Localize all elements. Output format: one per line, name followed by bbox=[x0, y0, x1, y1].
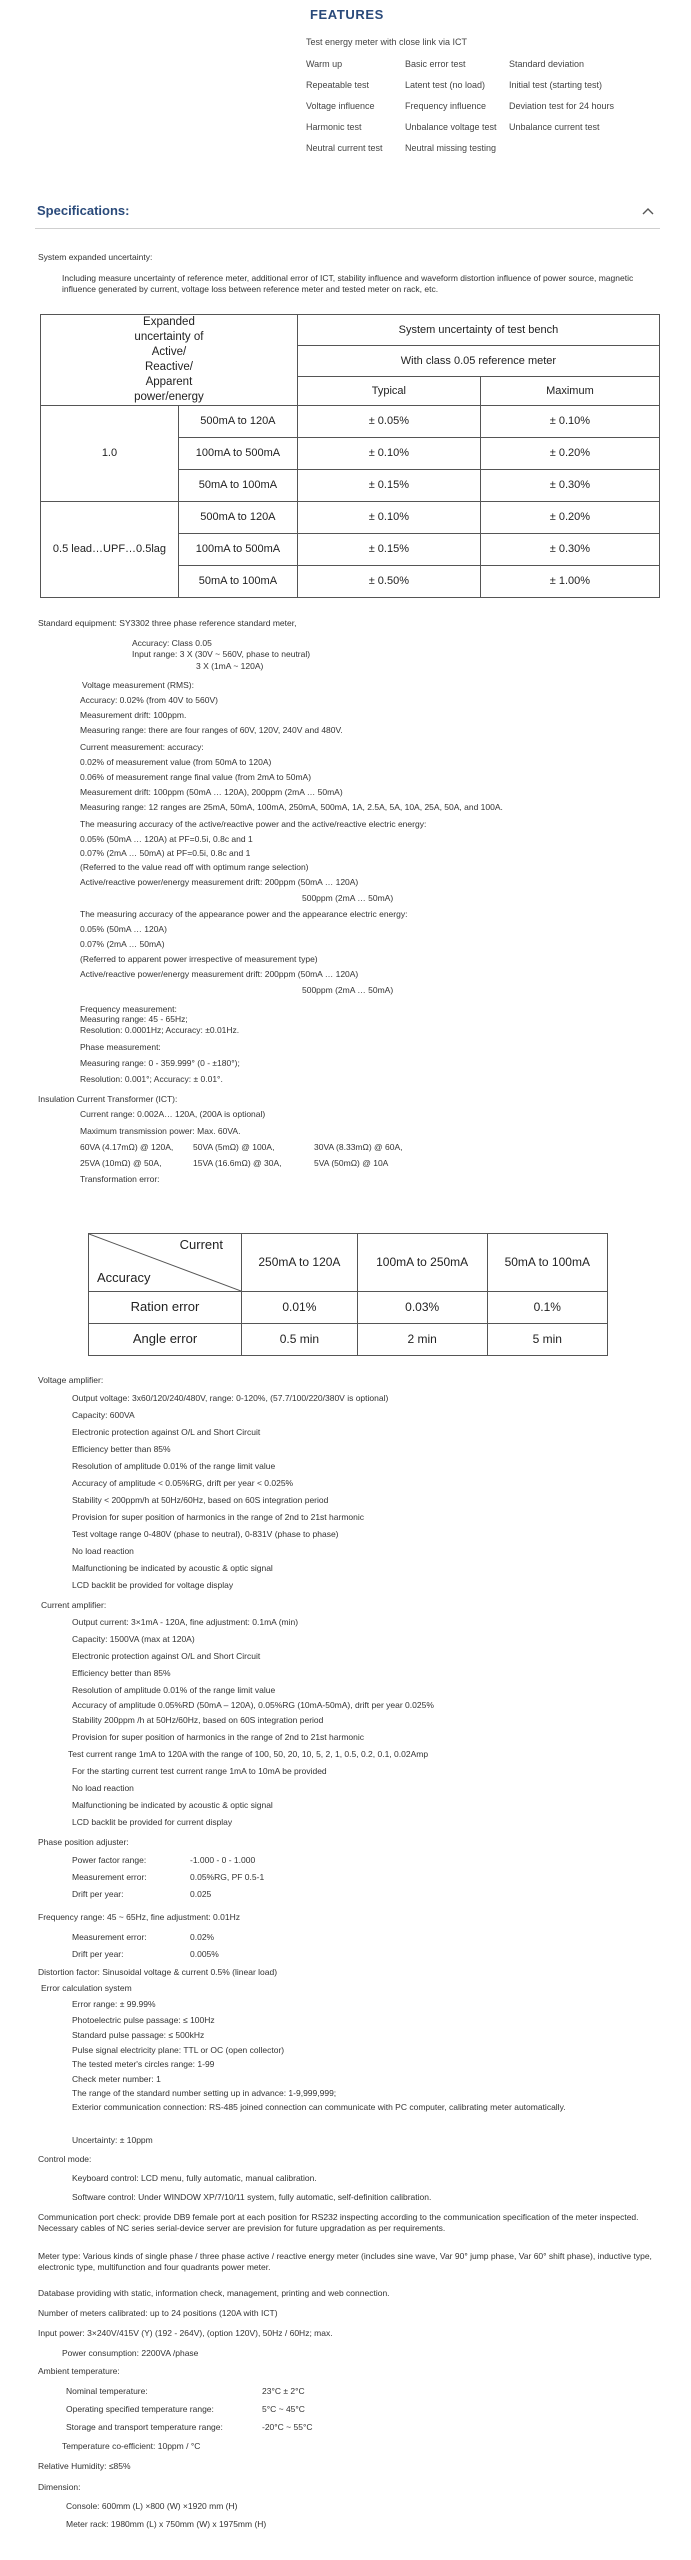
phase-row-value: 0.05%RG, PF 0.5-1 bbox=[190, 1872, 265, 1882]
spec-line: Measurement drift: 100ppm. bbox=[80, 710, 187, 720]
maximum-value-cell: ± 0.30% bbox=[480, 470, 659, 502]
ambient-row-value: -20°C ~ 55°C bbox=[262, 2422, 313, 2432]
spec-line: Active/reactive power/energy measurement drift: 200ppm (50mA … 120A) bbox=[80, 969, 359, 979]
current-line: Provision for super position of harmonics in the range of 2nd to 21st harmonic bbox=[72, 1732, 364, 1742]
pf-group-label: 1.0 bbox=[41, 406, 179, 502]
current-line: Electronic protection against O/L and Short Circuit bbox=[72, 1651, 261, 1661]
meters-calibrated: Number of meters calibrated: up to 24 positions (120A with ICT) bbox=[38, 2308, 278, 2318]
ict-column-header: 100mA to 250mA bbox=[357, 1234, 487, 1292]
voltage-line: Resolution of amplitude 0.01% of the range limit value bbox=[72, 1461, 276, 1471]
spec-line: 0.06% of measurement range final value (from 2mA to 50mA) bbox=[80, 772, 312, 782]
error-calc-line: Check meter number: 1 bbox=[72, 2074, 161, 2084]
typical-value-cell: ± 0.10% bbox=[297, 502, 480, 534]
ict-value-cell: 0.01% bbox=[242, 1292, 358, 1324]
ict-value-cell: 0.5 min bbox=[242, 1324, 358, 1356]
spec-line: The measuring accuracy of the appearance power and the appearance electric energy: bbox=[80, 909, 408, 919]
current-line: Accuracy of amplitude 0.05%RD (50mA – 120A), 0.05%RG (10mA-50mA), drift per year 0.025% bbox=[72, 1700, 434, 1710]
voltage-line: Accuracy of amplitude < 0.05%RG, drift per year < 0.025% bbox=[72, 1478, 294, 1488]
maximum-value-cell: ± 1.00% bbox=[480, 566, 659, 598]
voltage-amplifier-title: Voltage amplifier: bbox=[38, 1375, 104, 1385]
ict-value-cell: 2 min bbox=[357, 1324, 487, 1356]
spec-line: 0.07% (2mA … 50mA) bbox=[80, 939, 165, 949]
current-line: Stability 200ppm /h at 50Hz/60Hz, based on 60S integration period bbox=[72, 1715, 324, 1725]
temperature-coefficient: Temperature co-efficient: 10ppm / °C bbox=[62, 2441, 201, 2451]
frequency-row-label: Drift per year: bbox=[72, 1949, 124, 1959]
error-calc-line: Photoelectric pulse passage: ≤ 100Hz bbox=[72, 2015, 215, 2025]
current-amplifier-title: Current amplifier: bbox=[41, 1600, 107, 1610]
error-calc-line: Uncertainty: ± 10ppm bbox=[72, 2135, 153, 2145]
current-range-cell: 100mA to 500mA bbox=[178, 534, 297, 566]
current-range-cell: 100mA to 500mA bbox=[178, 438, 297, 470]
spec-line: Current measurement: accuracy: bbox=[80, 742, 204, 752]
power-consumption: Power consumption: 2200VA /phase bbox=[62, 2348, 199, 2358]
spec-line: (Referred to apparent power irrespective of measurement type) bbox=[80, 954, 318, 964]
expanded-uncertainty-label: System expanded uncertainty: bbox=[38, 252, 153, 262]
current-range-cell: 50mA to 100mA bbox=[178, 566, 297, 598]
spec-line: Measuring range: 12 ranges are 25mA, 50mA, 100mA, 250mA, 500mA, 1A, 2.5A, 5A, 10A, 25A, 50A, and 100A. bbox=[80, 802, 503, 812]
typical-value-cell: ± 0.15% bbox=[297, 470, 480, 502]
spec-line: Phase measurement: bbox=[80, 1042, 161, 1052]
spec-line: 0.05% (50mA … 120A) at PF=0.5i, 0.8c and 1 bbox=[80, 834, 253, 844]
current-range-cell: 500mA to 120A bbox=[178, 502, 297, 534]
error-calc-title: Error calculation system bbox=[41, 1983, 132, 1993]
dimension-title: Dimension: bbox=[38, 2482, 81, 2492]
ict-title: Insulation Current Transformer (ICT): bbox=[38, 1094, 178, 1104]
spec-line: 0.05% (50mA … 120A) bbox=[80, 924, 167, 934]
ambient-row-label: Nominal temperature: bbox=[66, 2386, 148, 2396]
column-header-maximum: Maximum bbox=[480, 377, 659, 406]
spec-line: 0.07% (2mA … 50mA) at PF=0.5i, 0.8c and 1 bbox=[80, 848, 251, 858]
ambient-temperature-title: Ambient temperature: bbox=[38, 2366, 120, 2376]
input-power: Input power: 3×240V/415V (Y) (192 - 264V), (option 120V), 50Hz / 60Hz; max. bbox=[38, 2328, 333, 2338]
spec-line: Active/reactive power/energy measurement drift: 200ppm (50mA … 120A) bbox=[80, 877, 359, 887]
dimension-line: Console: 600mm (L) ×800 (W) ×1920 mm (H) bbox=[66, 2501, 238, 2511]
ict-error-table bbox=[88, 1233, 608, 1356]
ict-burden: 60VA (4.17mΩ) @ 120A, bbox=[80, 1142, 174, 1152]
error-calc-line: The tested meter's circles range: 1-99 bbox=[72, 2059, 215, 2069]
error-calc-line: The range of the standard number setting up in advance: 1-9,999,999; bbox=[72, 2088, 337, 2098]
spec-line: 500ppm (2mA … 50mA) bbox=[302, 893, 394, 903]
phase-row-value: -1.000 - 0 - 1.000 bbox=[190, 1855, 256, 1865]
dimension-line: Meter rack: 1980mm (L) x 750mm (W) x 1975mm (H) bbox=[66, 2519, 267, 2529]
ict-burden: 25VA (10mΩ) @ 50A, bbox=[80, 1158, 162, 1168]
uncertainty-header-sub: With class 0.05 reference meter bbox=[297, 346, 659, 377]
ict-column-header: 50mA to 100mA bbox=[487, 1234, 607, 1292]
distortion-factor: Distortion factor: Sinusoidal voltage & current 0.5% (linear load) bbox=[38, 1967, 278, 1977]
ict-burden: 30VA (8.33mΩ) @ 60A, bbox=[314, 1142, 403, 1152]
voltage-line: Provision for super position of harmonics in the range of 2nd to 21st harmonic bbox=[72, 1512, 364, 1522]
error-calc-line: Standard pulse passage: ≤ 500kHz bbox=[72, 2030, 205, 2040]
current-line: Test current range 1mA to 120A with the range of 100, 50, 20, 10, 5, 2, 1, 0.5, 0.2, 0.1, 0.02Amp bbox=[68, 1749, 429, 1759]
expanded-uncertainty-note: Including measure uncertainty of reference meter, additional error of ICT, stability influence and waveform distortion influence of power source, magnetic influence generated by current, voltage loss between reference meter and tested meter on rack, etc. bbox=[62, 273, 634, 294]
spec-line: Measuring range: there are four ranges of 60V, 120V, 240V and 480V. bbox=[80, 725, 343, 735]
current-range-cell: 500mA to 120A bbox=[178, 406, 297, 438]
current-range-cell: 50mA to 100mA bbox=[178, 470, 297, 502]
ict-row-label: Angle error bbox=[89, 1324, 242, 1356]
control-line: Software control: Under WINDOW XP/7/10/11 system, fully automatic, self-definition calibration. bbox=[72, 2192, 432, 2202]
phase-adjuster-title: Phase position adjuster: bbox=[38, 1837, 129, 1847]
current-line: No load reaction bbox=[72, 1783, 134, 1793]
error-calc-line: Exterior communication connection: RS-485 joined connection can communicate with PC computer, calibrating meter automatically. bbox=[72, 2102, 566, 2112]
voltage-line: LCD backlit be provided for voltage display bbox=[72, 1580, 234, 1590]
typical-value-cell: ± 0.10% bbox=[297, 438, 480, 470]
spec-line: Frequency measurement: bbox=[80, 1004, 177, 1014]
voltage-line: Electronic protection against O/L and Short Circuit bbox=[72, 1427, 261, 1437]
spec-line: 3 X (1mA ~ 120A) bbox=[196, 661, 264, 671]
ict-value-cell: 0.03% bbox=[357, 1292, 487, 1324]
ambient-row-label: Storage and transport temperature range: bbox=[66, 2422, 223, 2432]
ict-corner-top: Current bbox=[179, 1237, 223, 1252]
maximum-value-cell: ± 0.20% bbox=[480, 438, 659, 470]
standard-equipment-title: Standard equipment: SY3302 three phase reference standard meter, bbox=[38, 618, 297, 628]
spec-line: Measurement drift: 100ppm (50mA … 120A), 200ppm (2mA … 50mA) bbox=[80, 787, 343, 797]
uncertainty-header-top: System uncertainty of test bench bbox=[297, 315, 659, 346]
ict-burden: 50VA (5mΩ) @ 100A, bbox=[193, 1142, 275, 1152]
voltage-line: No load reaction bbox=[72, 1546, 134, 1556]
pf-group-label: 0.5 lead…UPF…0.5lag bbox=[41, 502, 179, 598]
ict-line: Current range: 0.002A… 120A, (200A is optional) bbox=[80, 1109, 266, 1119]
current-line: Efficiency better than 85% bbox=[72, 1668, 171, 1678]
communication-port-check: Communication port check: provide DB9 female port at each position for RS232 inspecting according to the communication specification of the meter inspected. Necessary cables of NC series serial-device server are prevision for future upgradation as per requirements. bbox=[38, 2212, 639, 2233]
ict-row-label: Ration error bbox=[89, 1292, 242, 1324]
control-line: Keyboard control: LCD menu, fully automatic, manual calibration. bbox=[72, 2173, 317, 2183]
frequency-row-label: Measurement error: bbox=[72, 1932, 147, 1942]
maximum-value-cell: ± 0.10% bbox=[480, 406, 659, 438]
ict-burden: 5VA (50mΩ) @ 10A bbox=[314, 1158, 389, 1168]
maximum-value-cell: ± 0.20% bbox=[480, 502, 659, 534]
voltage-line: Capacity: 600VA bbox=[72, 1410, 135, 1420]
spec-line: 500ppm (2mA … 50mA) bbox=[302, 985, 394, 995]
relative-humidity: Relative Humidity: ≤85% bbox=[38, 2461, 131, 2471]
spec-line: Accuracy: Class 0.05 bbox=[132, 638, 212, 648]
typical-value-cell: ± 0.05% bbox=[297, 406, 480, 438]
specifications-title: Specifications: bbox=[37, 203, 130, 218]
maximum-value-cell: ± 0.30% bbox=[480, 534, 659, 566]
ict-error-label: Transformation error: bbox=[80, 1174, 160, 1184]
spec-line: (Referred to the value read off with optimum range selection) bbox=[80, 862, 309, 872]
ict-value-cell: 5 min bbox=[487, 1324, 607, 1356]
ict-value-cell: 0.1% bbox=[487, 1292, 607, 1324]
spec-line: Measuring range: 45 - 65Hz; bbox=[80, 1014, 188, 1024]
phase-row-label: Drift per year: bbox=[72, 1889, 124, 1899]
spec-line: Resolution: 0.0001Hz; Accuracy: ±0.01Hz. bbox=[80, 1025, 240, 1035]
phase-row-label: Power factor range: bbox=[72, 1855, 147, 1865]
typical-value-cell: ± 0.50% bbox=[297, 566, 480, 598]
phase-row-value: 0.025 bbox=[190, 1889, 212, 1899]
spec-line: Input range: 3 X (30V ~ 560V, phase to neutral) bbox=[132, 649, 311, 659]
ambient-row-value: 5°C ~ 45°C bbox=[262, 2404, 305, 2414]
column-header-typical: Typical bbox=[297, 377, 480, 406]
current-line: Malfunctioning be indicated by acoustic & optic signal bbox=[72, 1800, 273, 1810]
current-line: LCD backlit be provided for current display bbox=[72, 1817, 233, 1827]
ict-burden: 15VA (16.6mΩ) @ 30A, bbox=[193, 1158, 282, 1168]
spec-line: 0.02% of measurement value (from 50mA to 120A) bbox=[80, 757, 272, 767]
uncertainty-table bbox=[40, 314, 660, 598]
current-line: Output current: 3×1mA - 120A, fine adjustment: 0.1mA (min) bbox=[72, 1617, 299, 1627]
voltage-line: Malfunctioning be indicated by acoustic & optic signal bbox=[72, 1563, 273, 1573]
ict-corner-bottom: Accuracy bbox=[97, 1269, 151, 1285]
current-line: For the starting current test current range 1mA to 10mA be provided bbox=[72, 1766, 327, 1776]
voltage-line: Efficiency better than 85% bbox=[72, 1444, 171, 1454]
ict-line: Maximum transmission power: Max. 60VA. bbox=[80, 1126, 241, 1136]
voltage-line: Output voltage: 3x60/120/240/480V, range: 0-120%, (57.7/100/220/380V is optional) bbox=[72, 1393, 389, 1403]
ict-table-corner bbox=[89, 1234, 242, 1292]
voltage-line: Test voltage range 0-480V (phase to neutral), 0-831V (phase to phase) bbox=[72, 1529, 339, 1539]
control-mode-title: Control mode: bbox=[38, 2154, 92, 2164]
spec-line: Measuring range: 0 - 359.999° (0 - ±180°); bbox=[80, 1058, 240, 1068]
spec-line: The measuring accuracy of the active/reactive power and the active/reactive electric energy: bbox=[80, 819, 427, 829]
frequency-row-value: 0.005% bbox=[190, 1949, 219, 1959]
spec-line: Voltage measurement (RMS): bbox=[82, 680, 194, 690]
error-calc-line: Error range: ± 99.99% bbox=[72, 1999, 156, 2009]
chevron-up-icon[interactable] bbox=[642, 206, 654, 219]
meter-type: Meter type: Various kinds of single phase / three phase active / reactive energy meter (includes sine wave, Var 90° jump phase, Var 60° shift phase), inductive type, electronic type, multifunction and four quadrants power meter. bbox=[38, 2251, 652, 2272]
voltage-line: Stability < 200ppm/h at 50Hz/60Hz, based on 60S integration period bbox=[72, 1495, 329, 1505]
error-calc-line: Pulse signal electricity plane: TTL or OC (open collector) bbox=[72, 2045, 285, 2055]
frequency-row-value: 0.02% bbox=[190, 1932, 215, 1942]
features-title: FEATURES bbox=[310, 7, 384, 22]
phase-row-label: Measurement error: bbox=[72, 1872, 147, 1882]
specifications-accordion-header[interactable] bbox=[35, 198, 660, 229]
ambient-row-label: Operating specified temperature range: bbox=[66, 2404, 214, 2414]
current-line: Resolution of amplitude 0.01% of the range limit value bbox=[72, 1685, 276, 1695]
typical-value-cell: ± 0.15% bbox=[297, 534, 480, 566]
ict-column-header: 250mA to 120A bbox=[242, 1234, 358, 1292]
frequency-title: Frequency range: 45 ~ 65Hz, fine adjustment: 0.01Hz bbox=[38, 1912, 240, 1922]
ambient-row-value: 23°C ± 2°C bbox=[262, 2386, 305, 2396]
spec-line: Accuracy: 0.02% (from 40V to 560V) bbox=[80, 695, 218, 705]
current-line: Capacity: 1500VA (max at 120A) bbox=[72, 1634, 195, 1644]
database-note: Database providing with static, information check, management, printing and web connection. bbox=[38, 2288, 390, 2298]
uncertainty-header-left: Expanded uncertainty of Active/ Reactive/ Apparent power/energy bbox=[41, 315, 298, 406]
spec-line: Resolution: 0.001°; Accuracy: ± 0.01°. bbox=[80, 1074, 223, 1084]
